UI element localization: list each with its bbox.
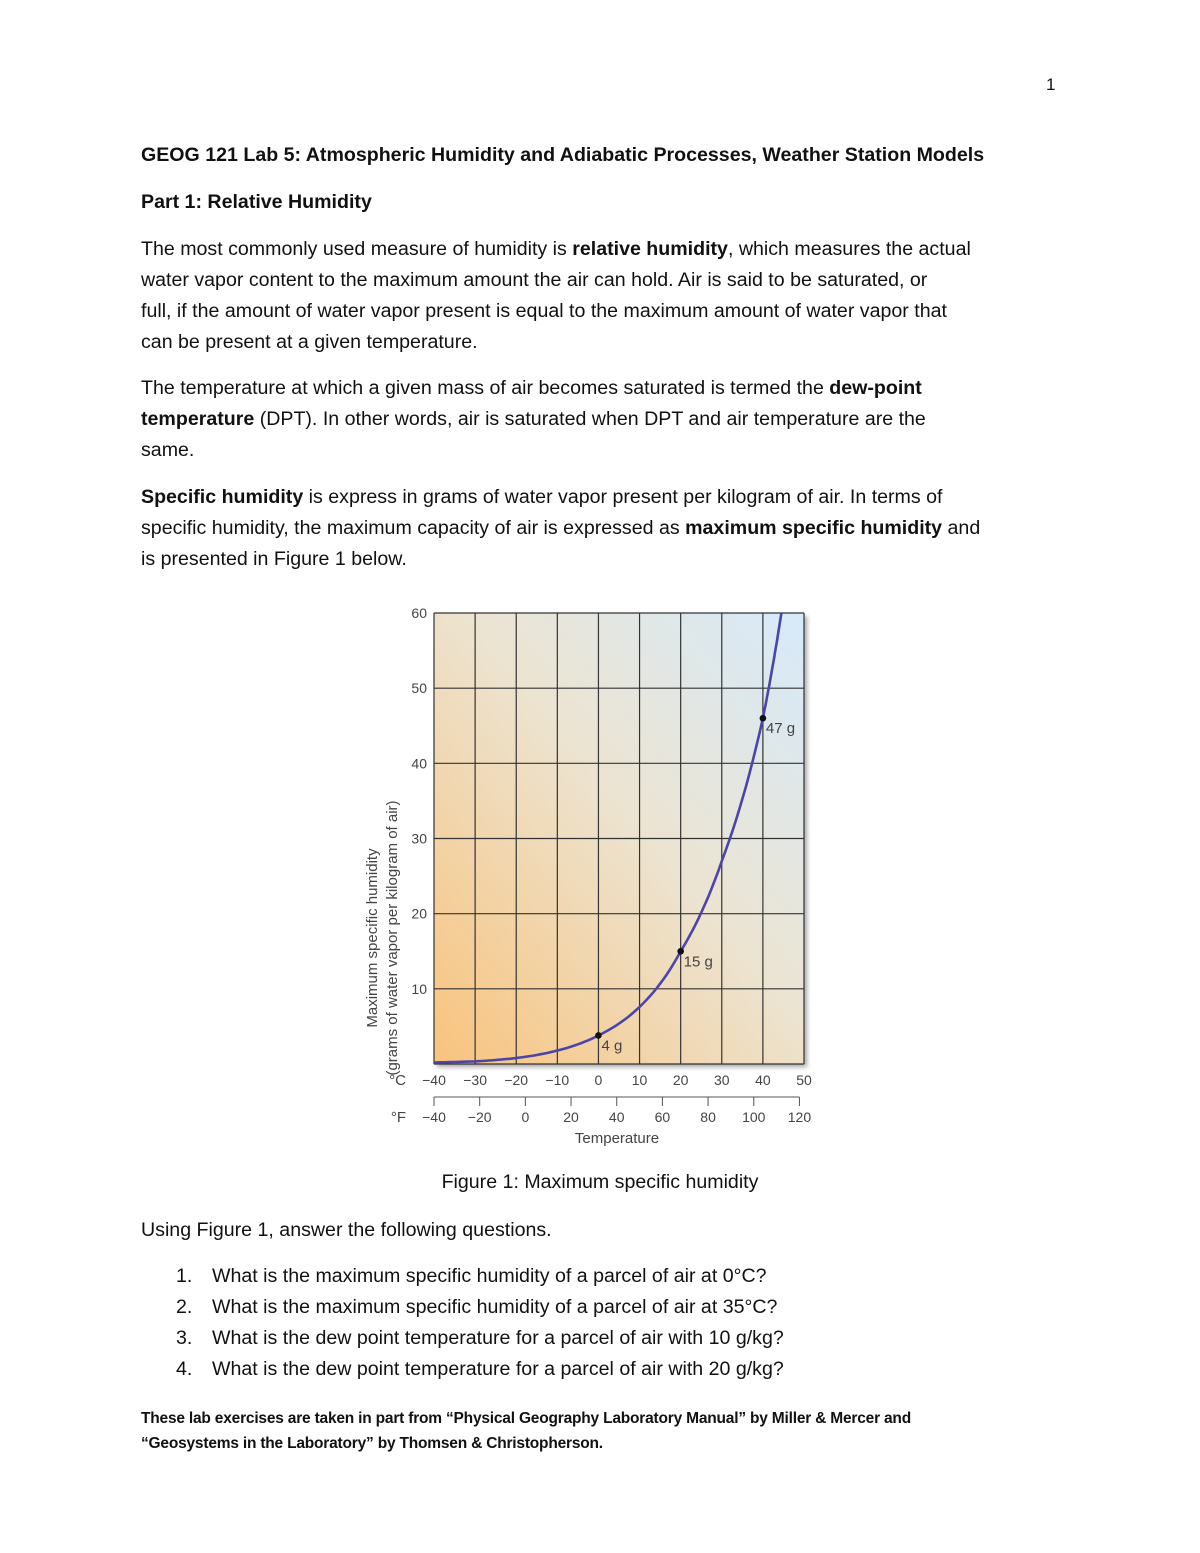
y-tick-label: 10: [411, 980, 427, 997]
text-span: (DPT). In other words, air is saturated when DPT and air temperature are the: [254, 408, 926, 430]
x-tick-label-celsius: −20: [504, 1072, 529, 1088]
question-item: [141, 1296, 777, 1319]
figure-caption: Figure 1: Maximum specific humidity: [441, 1171, 759, 1193]
y-tick-label: 30: [411, 830, 427, 847]
questions-intro: Using Figure 1, answer the following questions.: [141, 1219, 552, 1241]
question-number: 1.: [176, 1265, 193, 1287]
question-text: What is the maximum specific humidity of a parcel of air at 0°C?: [212, 1265, 767, 1287]
footer-line-1: These lab exercises are taken in part from “Physical Geography Laboratory Manual” by Miller & Mercer and: [141, 1410, 911, 1427]
x-tick-label-celsius: −10: [545, 1072, 570, 1088]
paragraph-2-line: [141, 377, 922, 400]
x-axis-label: Temperature: [574, 1130, 660, 1147]
text-span: The temperature at which a given mass of air becomes saturated is termed the: [141, 377, 830, 399]
x-tick-label-celsius: 10: [631, 1072, 648, 1088]
bold-term: dew-point: [829, 377, 922, 399]
y-tick-label: 20: [411, 905, 427, 922]
x-tick-label-fahrenheit: 40: [608, 1109, 625, 1125]
text-span: same.: [141, 439, 195, 461]
paragraph-1-line: [141, 269, 927, 292]
question-item: [141, 1327, 784, 1350]
max-specific-humidity-chart: [360, 600, 820, 1150]
x-tick-label-fahrenheit: 20: [563, 1109, 579, 1125]
x-tick-label-fahrenheit: 80: [700, 1109, 716, 1125]
text-span: full, if the amount of water vapor present is equal to the maximum amount of water vapor that: [141, 300, 947, 322]
text-span: water vapor content to the maximum amount the air can hold. Air is said to be saturated, or: [141, 269, 928, 291]
paragraph-1-line: [141, 238, 971, 261]
fahrenheit-unit-label: °F: [390, 1109, 406, 1126]
x-tick-label-celsius: 40: [755, 1072, 771, 1088]
paragraph-2-line: [141, 439, 194, 462]
paragraph-1-line: [141, 331, 478, 354]
question-text: What is the dew point temperature for a parcel of air with 10 g/kg?: [212, 1327, 784, 1349]
question-number: 4.: [176, 1358, 193, 1380]
x-tick-label-fahrenheit: 0: [521, 1109, 530, 1125]
paragraph-3-line: [141, 548, 407, 571]
y-axis-label-line1: Maximum specific humidity: [364, 848, 381, 1028]
data-label: 47 g: [765, 720, 796, 738]
question-text: What is the dew point temperature for a parcel of air with 20 g/kg?: [212, 1358, 784, 1380]
y-tick-label: 50: [411, 680, 427, 697]
paragraph-2-line: [141, 408, 926, 431]
x-tick-label-celsius: 0: [594, 1072, 603, 1088]
question-text: What is the maximum specific humidity of a parcel of air at 35°C?: [212, 1296, 778, 1318]
text-span: , which measures the actual: [727, 238, 971, 260]
celsius-unit-label: °C: [389, 1072, 406, 1089]
paragraph-3-line: [141, 486, 942, 509]
paragraph-3-line: [141, 517, 980, 540]
y-tick-label: 60: [411, 605, 427, 621]
x-tick-label-fahrenheit: −40: [422, 1109, 446, 1125]
page-number: 1: [1046, 75, 1056, 94]
x-tick-label-celsius: 30: [713, 1072, 730, 1088]
data-label: 4 g: [601, 1037, 623, 1055]
x-tick-label-fahrenheit: 100: [742, 1109, 766, 1125]
text-span: The most commonly used measure of humidity is: [141, 238, 573, 260]
x-tick-label-celsius: −30: [463, 1072, 487, 1088]
bold-term: maximum specific humidity: [685, 517, 943, 539]
data-label: 15 g: [683, 953, 713, 971]
footer-line-2: “Geosystems in the Laboratory” by Thomsen & Christopherson.: [141, 1435, 603, 1452]
x-tick-label-fahrenheit: −20: [467, 1109, 492, 1125]
x-tick-label-fahrenheit: 60: [654, 1109, 671, 1125]
question-number: 3.: [176, 1327, 193, 1349]
text-span: and: [942, 517, 981, 539]
paragraph-1-line: [141, 300, 947, 323]
text-span: is express in grams of water vapor present per kilogram of air. In terms of: [303, 486, 943, 508]
question-item: [141, 1358, 784, 1381]
x-tick-label-celsius: −40: [422, 1072, 446, 1088]
document-title: GEOG 121 Lab 5: Atmospheric Humidity and Adiabatic Processes, Weather Station Models: [141, 144, 985, 166]
question-item: [141, 1265, 767, 1288]
bold-term: temperature: [141, 408, 255, 430]
bold-term: Specific humidity: [141, 486, 304, 508]
text-span: can be present at a given temperature.: [141, 331, 478, 353]
x-tick-label-celsius: 20: [672, 1072, 689, 1088]
part-heading: Part 1: Relative Humidity: [141, 191, 372, 213]
y-tick-label: 40: [411, 755, 427, 772]
x-tick-label-fahrenheit: 120: [787, 1109, 812, 1125]
question-number: 2.: [176, 1296, 193, 1318]
text-span: specific humidity, the maximum capacity of air is expressed as: [141, 517, 686, 539]
x-tick-label-celsius: 50: [796, 1072, 812, 1088]
y-axis-label-line2: (grams of water vapor per kilogram of air): [384, 800, 401, 1076]
bold-term: relative humidity: [572, 238, 728, 260]
text-span: is presented in Figure 1 below.: [141, 548, 407, 570]
